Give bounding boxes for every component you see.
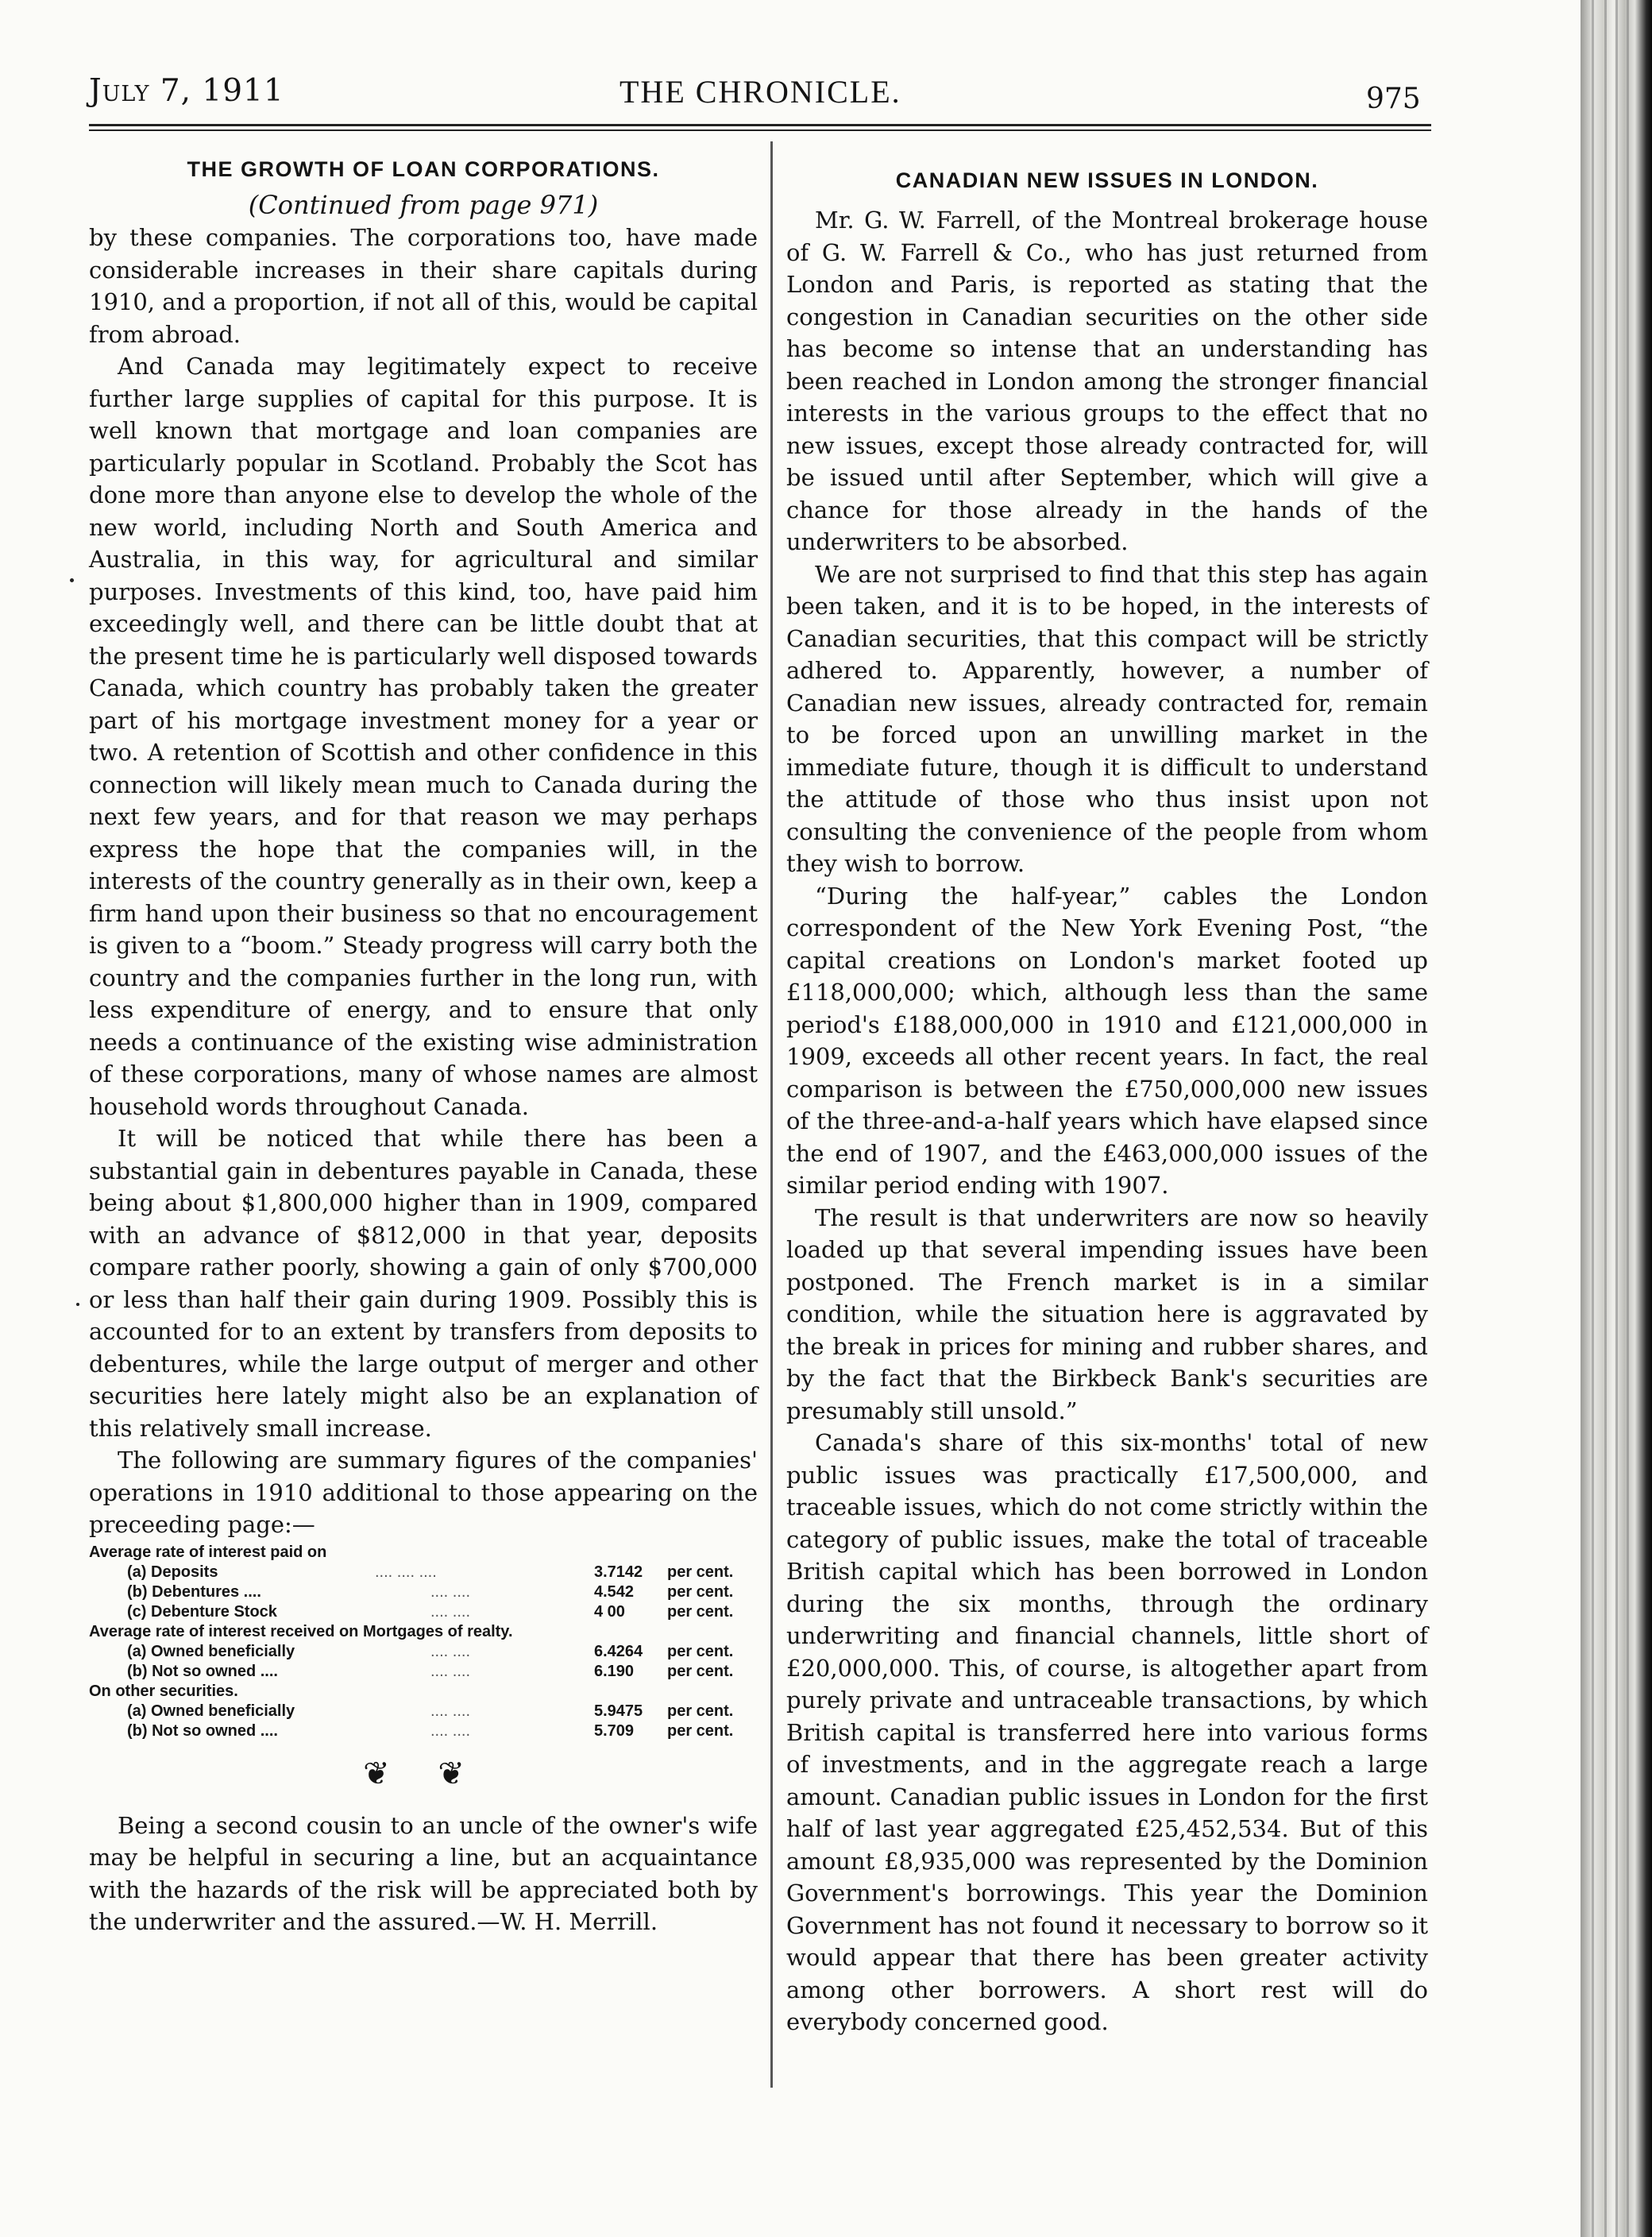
row-value: 6.190 (594, 1662, 635, 1680)
row-label: (a) Owned beneficially (127, 1642, 295, 1660)
paragraph: We are not surprised to find that this step has again been taken, and it is to be hoped, in the interests of Canadian securities, that this compact will be strictly adhered to. Apparently, however, a number of Canadian new issues, already contracted for, remain to be forced upon an unwilling market in the immediate future, though it is difficult to understand the attitude of those who thus insist upon not consulting the convenience of the people from whom they wish to borrow. (786, 560, 1428, 877)
closing-paragraph: Being a second cousin to an uncle of the owner's wife may be helpful in securing a line, but an acquaintance with the hazards of the risk will be appreciated both by the underwriter and the assured.—W. H. Merrill. (89, 1811, 758, 1935)
leader-dots: .... .... (430, 1602, 471, 1621)
header-rule-top (89, 124, 1431, 126)
row-label: (a) Owned beneficially (127, 1702, 295, 1720)
page-number: 975 (1366, 83, 1421, 115)
row-value: 3.7142 (594, 1563, 643, 1581)
paragraph: It will be noticed that while there has been a substantial gain in debentures payable in Canada, these being about $1,800,000 higher than in 1909, compared with an advance of $812,000 in that year, deposits compare rather poorly, showing a gain of only $700,000 or less than half their gain during 1909. Possibly this is accounted for to an extent by transfers from deposits to debentures, while the large output of merger and other securities here lately might also be an explanation of this relatively small increase. (89, 1125, 758, 1442)
leader-dots: .... .... (430, 1721, 471, 1740)
paragraph: “During the half-year,” cables the London correspondent of the New York Evening Post, “the capital creations on London's market footed up £118,000,000; which, although less than the same period's £188,000,000 in 1910 and £121,000,000 in 1909, exceeds all other recent years. In fact, the real comparison is between the £750,000,000 new issues of the three-and-a-half years which have elapsed since the end of 1907, and the £463,000,000 issues of the similar period ending with 1907. (786, 882, 1428, 1199)
row-value: 6.4264 (594, 1642, 643, 1660)
column-divider (770, 141, 773, 2088)
row-unit: per cent. (667, 1702, 734, 1720)
row-unit: per cent. (667, 1662, 734, 1680)
article-heading-loan-corporations: THE GROWTH OF LOAN CORPORATIONS. (187, 157, 660, 181)
leader-dots: .... .... .... (375, 1563, 437, 1581)
issue-date: July 7, 1911 (89, 73, 284, 109)
paragraph: The result is that underwriters are now so heavily loaded up that several impending issues have been postponed. The French market is in a similar condition, while the situation here is aggravated by the break in prices for mining and rubber shares, and by the fact that the Birkbeck Bank's securities are presumably still unsold.” (786, 1203, 1428, 1424)
table-row (89, 1642, 758, 1662)
paragraph: Mr. G. W. Farrell, of the Montreal brokerage house of G. W. Farrell & Co., who has just returned from London and Paris, is reported as stating that the congestion in Canadian securities on the other side has become so intense that an understanding has been reached in London among the stronger financial interests in the various groups to the effect that no new issues, except those already contracted for, will be issued until after September, which will give a chance for those already in the hands of the underwriters to be absorbed. (786, 207, 1428, 555)
ink-speck (70, 578, 74, 582)
row-label: (b) Not so owned .... (127, 1721, 278, 1740)
row-label: (b) Not so owned .... (127, 1662, 278, 1680)
table-row (89, 1702, 758, 1721)
article-heading-new-issues: CANADIAN NEW ISSUES IN LONDON. (895, 168, 1319, 192)
right-column (786, 151, 1428, 2038)
header-rule-bottom (89, 129, 1431, 131)
table-row (89, 1563, 758, 1582)
book-binding-edge (1581, 0, 1652, 2237)
paragraph: Canada's share of this six-months' total of new public issues was practically £17,500,000, and traceable issues, which do not come strictly within the category of public issues, make the total of traceable British capital which has been borrowed in London during the six months, through the ordinary underwriting and financial channels, little short of £20,000,000. This, of course, is altogether apart from purely private and untraceable transactions, by which British capital is transferred here into various forms of investments, and in the aggregate reach a large amount. Canadian public issues in London for the first half of last year aggregated £25,452,534. But of this amount £8,935,000 was represented by the Dominion Government's borrowings. This year the Dominion Government has not found it necessary to borrow so it would appear that there has been greater activity among other borrowers. A short rest will do everybody concerned good. (786, 1429, 1428, 2035)
row-unit: per cent. (667, 1582, 734, 1601)
row-label: (b) Debentures .... (127, 1582, 261, 1601)
row-value: 5.709 (594, 1721, 635, 1740)
row-unit: per cent. (667, 1602, 734, 1621)
leader-dots: .... .... (430, 1662, 471, 1680)
table-group-heading: Average rate of interest received on Mortgages of realty. (89, 1622, 513, 1640)
paragraph: And Canada may legitimately expect to receive further large supplies of capital for this purpose. It is well known that mortgage and loan companies are particularly popular in Scotland. Probably the Scot has done more than anyone else to develop the whole of the new world, including North and South America and Australia, in this way, for agricultural and similar purposes. Investments of this kind, too, have paid him exceedingly well, and there can be little doubt that at the present time he is particularly well disposed towards Canada, which country has probably taken the greater part of his mortgage investment money for a year or two. A retention of Scottish and other confidence in this connection will likely mean much to Canada during the next few years, and for that reason we may perhaps express the hope that the companies will, in the interests of the country generally as in their own, keep a firm hand upon their business so that no encouragement is given to a “boom.” Steady progress will carry both the country and the companies further in the long run, with less expenditure of energy, and to ensure that only needs a continuance of the existing wise administration of these corporations, many of whose names are almost household words throughout Canada. (89, 353, 758, 1120)
paragraph: by these companies. The corporations too, have made considerable increases in their share capitals during 1910, and a proportion, if not all of this, would be capital from abroad. (89, 224, 758, 348)
row-unit: per cent. (667, 1721, 734, 1740)
row-label: (c) Debenture Stock (127, 1602, 277, 1621)
row-value: 4 00 (594, 1602, 625, 1621)
table-row (89, 1721, 758, 1741)
publication-title: THE CHRONICLE. (620, 74, 901, 110)
table-group-heading: Average rate of interest paid on (89, 1543, 327, 1561)
left-column (89, 151, 758, 1938)
interest-rate-table (89, 1543, 758, 1741)
table-row (89, 1582, 758, 1602)
continued-note: (Continued from page 971) (248, 190, 599, 220)
ornament-fleuron: ❦ ❦ (363, 1755, 484, 1792)
row-unit: per cent. (667, 1563, 734, 1581)
ink-speck (76, 1303, 79, 1306)
row-label: (a) Deposits (127, 1563, 218, 1581)
table-row (89, 1662, 758, 1682)
paragraph: The following are summary figures of the companies' operations in 1910 additional to those appearing on the preceeding page:— (89, 1447, 758, 1538)
table-group-heading: On other securities. (89, 1682, 238, 1700)
leader-dots: .... .... (430, 1642, 471, 1660)
row-unit: per cent. (667, 1642, 734, 1660)
row-value: 4.542 (594, 1582, 635, 1601)
row-value: 5.9475 (594, 1702, 643, 1720)
leader-dots: .... .... (430, 1702, 471, 1720)
leader-dots: .... .... (430, 1582, 471, 1601)
page-header (0, 73, 1595, 137)
table-row (89, 1602, 758, 1622)
